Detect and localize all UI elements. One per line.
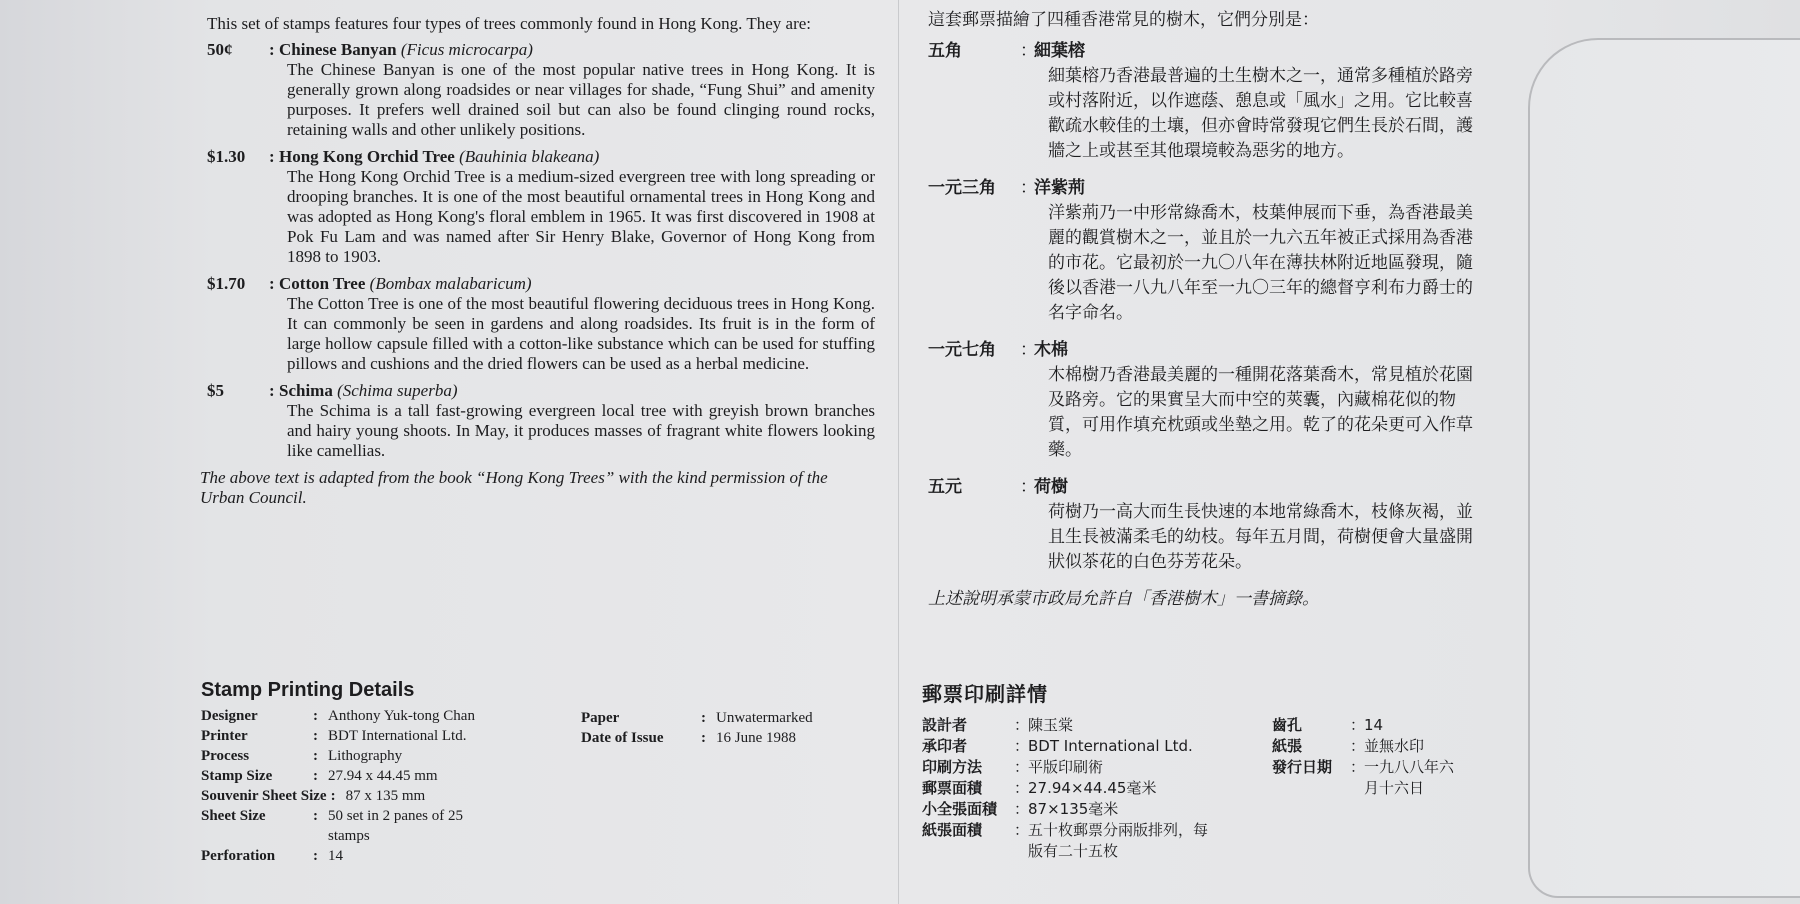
colon: :: [313, 708, 318, 724]
english-credit: The above text is adapted from the book “Hong Kong Trees” with the kind permission of the Urban Council.: [200, 468, 828, 507]
colon: :: [330, 788, 336, 804]
tree-description: The Chinese Banyan is one of the most popular native trees in Hong Kong. It is generally grown along roadsides or near villages for shade, “Fung Shui” and amenity purposes. It prefers well drained soil but can also be found clinging round rocks, retaining walls and other unlikely positions.: [287, 60, 875, 139]
detail-label: Process: [201, 748, 250, 764]
entry-body: [1034, 176, 1488, 326]
details-column-right: [581, 706, 871, 866]
detail-value: 87×135毫米: [1028, 800, 1119, 818]
details-column-left: [922, 715, 1272, 862]
detail-value: 一九八八年六月十六日: [1364, 758, 1455, 797]
colon: ：: [1020, 178, 1037, 198]
detail-label: 印刷方法: [922, 758, 983, 776]
english-entry: [200, 274, 875, 374]
chinese-intro: 這套郵票描繪了四種香港常見的樹木，它們分別是：: [928, 10, 1319, 30]
details-grid: [922, 715, 1482, 862]
detail-label: 郵票面積: [922, 779, 983, 797]
colon: :: [313, 848, 318, 864]
detail-row: [201, 846, 581, 866]
english-entry: [200, 147, 875, 267]
colon: ：: [1350, 758, 1366, 776]
chinese-entry: [928, 338, 1478, 463]
details-grid: [201, 706, 881, 866]
colon: ：: [1020, 340, 1037, 360]
entry-body: [279, 381, 875, 461]
detail-value: 16 June 1988: [716, 730, 796, 746]
tree-name: Schima: [279, 381, 333, 400]
detail-value: 50 set in 2 panes of 25 stamps: [328, 808, 463, 844]
tree-name: 荷樹: [1034, 477, 1068, 497]
entry-body: [279, 40, 875, 140]
colon: ：: [1014, 716, 1030, 734]
entry-body: [279, 147, 875, 267]
detail-row: [922, 757, 1272, 778]
colon: ：: [1014, 800, 1030, 818]
detail-row: [1272, 715, 1472, 736]
stamp-value: 五角: [928, 41, 962, 61]
detail-row: [201, 766, 581, 786]
detail-label: Souvenir Sheet Size: [201, 788, 327, 804]
details-column-left: [201, 706, 581, 866]
detail-value: Lithography: [328, 748, 403, 764]
english-section: [200, 14, 875, 508]
detail-label: 小全張面積: [922, 800, 998, 818]
detail-value: 五十枚郵票分兩版排列，每版有二十五枚: [1028, 821, 1209, 860]
colon: :: [313, 808, 318, 824]
detail-row: [1272, 757, 1472, 799]
detail-label: 設計者: [922, 716, 968, 734]
colon: ：: [1014, 821, 1030, 839]
colon: :: [701, 710, 706, 726]
tree-description: The Hong Kong Orchid Tree is a medium-sized evergreen tree with long spreading or drooping branches. It is one of the most beautiful ornamental trees in Hong Kong and was adopted as Hong Kong's floral emblem in 1965. It was first discovered in 1908 at Pok Fu Lam and was named after Sir Henry Blake, Governor of Hong Kong from 1898 to 1903.: [287, 167, 875, 266]
detail-label: Printer: [201, 728, 248, 744]
detail-value: 陳玉棠: [1028, 716, 1074, 734]
fold-line: [898, 0, 899, 904]
detail-label: 紙張面積: [922, 821, 983, 839]
latin-name: (Ficus microcarpa): [400, 40, 533, 59]
detail-row: [1272, 736, 1472, 757]
entry-body: [1034, 39, 1488, 164]
latin-name: (Schima superba): [337, 381, 458, 400]
details-title: 郵票印刷詳情: [922, 682, 1048, 706]
detail-row: [201, 806, 581, 846]
detail-value: 27.94×44.45毫米: [1028, 779, 1157, 797]
stamp-value: $5: [207, 381, 224, 400]
chinese-section: [928, 8, 1478, 612]
tree-description: 荷樹乃一高大而生長快速的本地常綠喬木，枝條灰褐，並且生長被滿柔毛的幼枝。每年五月間，荷樹便會大量盛開狀似茶花的白色芬芳花朵。: [1048, 502, 1473, 572]
tree-name: Hong Kong Orchid Tree: [279, 147, 455, 166]
colon: :: [313, 748, 318, 764]
detail-label: Stamp Size: [201, 768, 273, 784]
detail-label: 承印者: [922, 737, 968, 755]
colon: ：: [1350, 716, 1366, 734]
detail-row: [922, 799, 1272, 820]
colon: :: [269, 274, 275, 293]
detail-row: [201, 706, 581, 726]
colon: :: [269, 381, 275, 400]
detail-value: BDT International Ltd.: [328, 728, 467, 744]
stamp-value: $1.30: [207, 147, 246, 166]
detail-label: Perforation: [201, 848, 276, 864]
detail-row: [922, 778, 1272, 799]
entry-body: [1034, 338, 1488, 463]
details-title: Stamp Printing Details: [201, 679, 415, 701]
colon: ：: [1014, 779, 1030, 797]
entry-body: [1034, 475, 1488, 575]
english-entry: [200, 381, 875, 461]
chinese-printing-details: [922, 684, 1482, 862]
tree-name: 木棉: [1034, 340, 1068, 360]
detail-value: BDT International Ltd.: [1028, 737, 1193, 755]
colon: ：: [1014, 737, 1030, 755]
tree-name: Chinese Banyan: [279, 40, 397, 59]
chinese-entry: [928, 475, 1478, 575]
english-entry: [200, 40, 875, 140]
detail-row: [581, 708, 871, 728]
detail-label: Designer: [201, 708, 258, 724]
stamp-value: $1.70: [207, 274, 246, 293]
pocket-flap: [1528, 38, 1800, 898]
colon: ：: [1350, 737, 1366, 755]
details-column-right: [1272, 715, 1472, 862]
detail-label: 紙張: [1272, 737, 1303, 755]
detail-label: Paper: [581, 710, 620, 726]
colon: :: [269, 147, 275, 166]
tree-description: The Cotton Tree is one of the most beautiful flowering deciduous trees in Hong Kong. It can commonly be seen in gardens and along roadsides. Its fruit is in the form of large hollow capsule filled with a cotton-like substance which can be used for stuffing pillows and cushions and the dried flowers can be used as a herbal medicine.: [287, 294, 875, 373]
detail-row: [922, 715, 1272, 736]
colon: :: [313, 728, 318, 744]
chinese-entry: [928, 176, 1478, 326]
detail-label: Date of Issue: [581, 730, 664, 746]
stamp-value: 50¢: [207, 40, 233, 59]
detail-row: [922, 820, 1272, 862]
latin-name: (Bombax malabaricum): [369, 274, 532, 293]
chinese-credit: 上述說明承蒙市政局允許自「香港樹木」一書摘錄。: [928, 589, 1319, 609]
detail-row: [201, 786, 581, 806]
colon: ：: [1020, 41, 1037, 61]
detail-value: 平版印刷術: [1028, 758, 1104, 776]
tree-description: 木棉樹乃香港最美麗的一種開花落葉喬木，常見植於花園及路旁。它的果實呈大而中空的莢囊，內藏棉花似的物質，可用作填充枕頭或坐墊之用。乾了的花朵更可入作草藥。: [1048, 365, 1473, 460]
colon: :: [701, 730, 706, 746]
english-printing-details: [201, 680, 881, 866]
detail-value: 87 x 135 mm: [345, 788, 426, 804]
chinese-entry: [928, 39, 1478, 164]
detail-row: [581, 728, 871, 748]
latin-name: (Bauhinia blakeana): [459, 147, 600, 166]
detail-row: [201, 726, 581, 746]
entry-body: [279, 274, 875, 374]
detail-row: [922, 736, 1272, 757]
colon: ：: [1020, 477, 1037, 497]
detail-value: 14: [1364, 716, 1384, 734]
tree-name: Cotton Tree: [279, 274, 366, 293]
tree-description: The Schima is a tall fast-growing evergreen local tree with greyish brown branches and hairy young shoots. In May, it produces masses of fragrant white flowers looking like camellias.: [287, 401, 875, 460]
detail-row: [201, 746, 581, 766]
detail-value: Unwatermarked: [716, 710, 813, 726]
colon: ：: [1014, 758, 1030, 776]
detail-value: 14: [328, 848, 343, 864]
detail-value: Anthony Yuk-tong Chan: [328, 708, 475, 724]
stamp-value: 一元七角: [928, 340, 996, 360]
english-intro: This set of stamps features four types of trees commonly found in Hong Kong. They are:: [207, 14, 811, 33]
detail-value: 27.94 x 44.45 mm: [328, 768, 438, 784]
detail-label: 齒孔: [1272, 716, 1303, 734]
colon: :: [313, 768, 318, 784]
tree-name: 細葉榕: [1034, 41, 1085, 61]
stamp-value: 五元: [928, 477, 962, 497]
stamp-value: 一元三角: [928, 178, 996, 198]
detail-value: 並無水印: [1364, 737, 1425, 755]
detail-label: 發行日期: [1272, 758, 1333, 776]
colon: :: [269, 40, 275, 59]
tree-description: 洋紫荊乃一中形常綠喬木，枝葉伸展而下垂，為香港最美麗的觀賞樹木之一，並且於一九六五年被正式採用為香港的市花。它最初於一九〇八年在薄扶林附近地區發現，隨後以香港一八九八年至一九〇三年的總督亨利布力爵士的名字命名。: [1048, 203, 1473, 323]
tree-description: 細葉榕乃香港最普遍的土生樹木之一，通常多種植於路旁或村落附近，以作遮蔭、憩息或「風水」之用。它比較喜歡疏水較佳的土壤，但亦會時常發現它們生長於石間，護牆之上或甚至其他環境較為惡劣的地方。: [1048, 66, 1473, 161]
detail-label: Sheet Size: [201, 808, 266, 824]
tree-name: 洋紫荊: [1034, 178, 1085, 198]
